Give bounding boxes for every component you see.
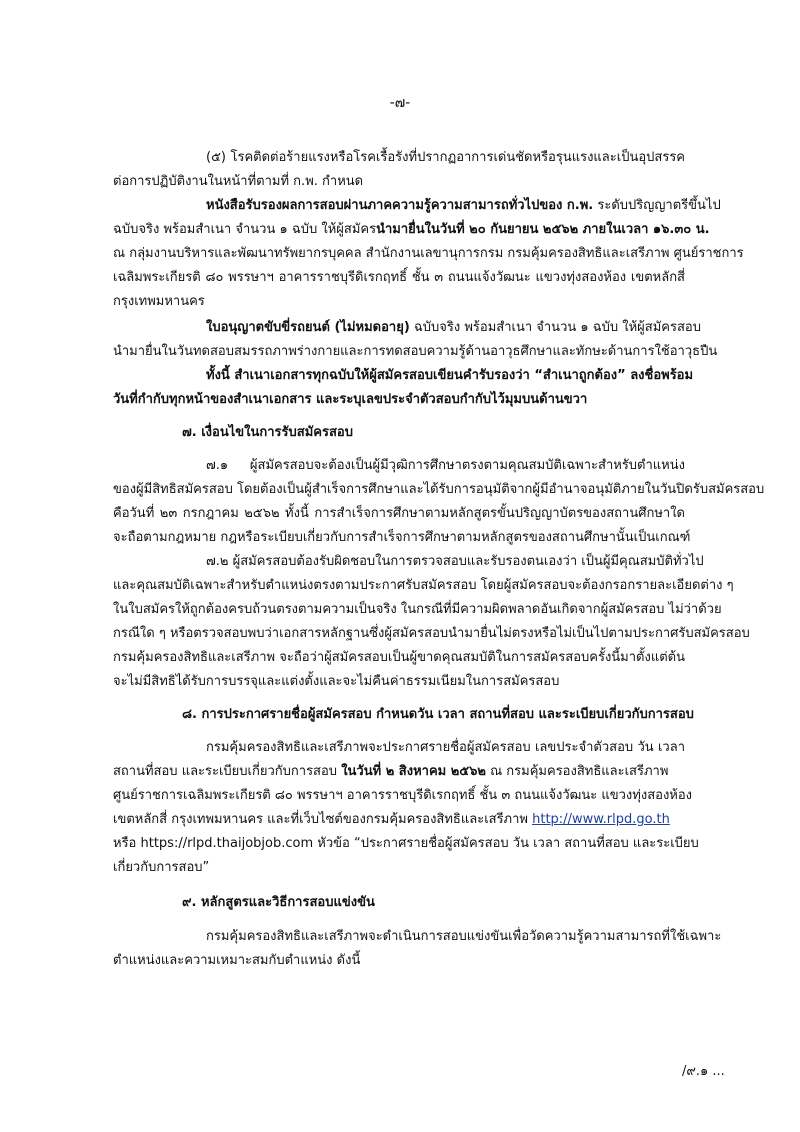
cert-deadline: นำมายื่นในวันที่ ๒๐ กันยายน ๒๕๖๒ ภายในเวลา ๑๖.๓๐ น. xyxy=(376,222,710,237)
s7-p2-line-3: ในใบสมัครให้ถูกต้องครบถ้วนตรงตามความเป็นจริง ในกรณีที่มีความผิดพลาดอันเกิดจากผู้สมัครสอบ ไม่ว่าด้วย xyxy=(113,602,722,617)
s7-p1-line-4: จะถือตามกฎหมาย กฎหรือระเบียบเกี่ยวกับการสำเร็จการศึกษาตามหลักสูตรของสถานศึกษานั้นเป็นเกณฑ์ xyxy=(113,530,691,545)
note-line-1 xyxy=(206,366,694,386)
s8-line-4 xyxy=(113,810,685,830)
s8-line-1: กรมคุ้มครองสิทธิและเสรีภาพจะประกาศรายชื่อผู้สมัครสอบ เลขประจำตัวสอบ วัน เวลา xyxy=(206,740,685,755)
s7-p1-line-2: ของผู้มีสิทธิสมัครสอบ โดยต้องเป็นผู้สำเร็จการศึกษาและได้รับการอนุมัติจากผู้มีอำนาจอนุมัติภายในวันปิดรับสมัครสอบ xyxy=(113,482,765,497)
cert-line-3: ณ กลุ่มงานบริหารและพัฒนาทรัพยากรบุคคล สำนักงานเลขานุการกรม กรมคุ้มครองสิทธิและเสรีภาพ ศูนย์ราชการ xyxy=(113,246,744,261)
cert-title: หนังสือรับรองผลการสอบผ่านภาคความรู้ความสามารถทั่วไปของ ก.พ. xyxy=(206,198,594,213)
s8-line-6: เกี่ยวกับการสอบ” xyxy=(113,860,210,875)
cert-line-5: กรุงเทพมหานคร xyxy=(113,294,205,309)
cert-level: ระดับปริญญาตรีขึ้นไป xyxy=(593,198,721,213)
s8-agency: ณ กรมคุ้มครองสิทธิและเสรีภาพ xyxy=(485,764,669,779)
section-8-heading xyxy=(182,705,694,725)
license-copies: ฉบับจริง พร้อมสำเนา จำนวน ๑ ฉบับ ให้ผู้สมัครสอบ xyxy=(409,320,701,335)
s7-p2-line-1: ๗.๒ ผู้สมัครสอบต้องรับผิดชอบในการตรวจสอบและรับรองตนเองว่า เป็นผู้มีคุณสมบัติทั่วไป xyxy=(206,554,704,569)
s9-line-2: ตำแหน่งและความเหมาะสมกับตำแหน่ง ดังนี้ xyxy=(113,953,361,968)
cert-copies: ฉบับจริง พร้อมสำเนา จำนวน ๑ ฉบับ ให้ผู้สมัคร xyxy=(113,222,377,237)
s8-venue-text: สถานที่สอบ และระเบียบเกี่ยวกับการสอบ xyxy=(113,764,342,779)
note-text-1: ทั้งนี้ สำเนาเอกสารทุกฉบับให้ผู้สมัครสอบเขียนคำรับรองว่า “สำเนาถูกต้อง” ลงชื่อพร้อม xyxy=(206,368,694,383)
note-text-2: วันที่กำกับทุกหน้าของสำเนาเอกสาร และระบุเลขประจำตัวสอบกำกับไว้มุมบนด้านขวา xyxy=(113,392,588,407)
s8-line-2 xyxy=(113,762,685,782)
cert-line-1 xyxy=(206,196,721,216)
s8-line-3: ศูนย์ราชการเฉลิมพระเกียรติ ๘๐ พรรษาฯ อาคารราชบุรีดิเรกฤทธิ์ ชั้น ๓ ถนนแจ้งวัฒนะ แขวงทุ่งสองห้อง xyxy=(113,788,693,803)
page-number: -๗- xyxy=(389,95,411,111)
section-9-heading xyxy=(182,893,685,913)
note-line-2 xyxy=(113,390,685,410)
section-9-title: ๙. หลักสูตรและวิธีการสอบแข่งขัน xyxy=(182,895,375,910)
sec5-line-1: (๕) โรคติดต่อร้ายแรงหรือโรคเรื้อรังที่ปรากฏอาการเด่นชัดหรือรุนแรงและเป็นอุปสรรค xyxy=(206,150,685,165)
cert-line-4: เฉลิมพระเกียรติ ๘๐ พรรษาฯ อาคารราชบุรีดิเรกฤทธิ์ ชั้น ๓ ถนนแจ้งวัฒนะ แขวงทุ่งสองห้อง เขตหลักสี่ xyxy=(113,270,685,285)
section-7-title: ๗. เงื่อนไขในการรับสมัครสอบ xyxy=(182,425,353,440)
s7-p2-line-6: จะไม่มีสิทธิได้รับการบรรจุและแต่งตั้งและจะไม่คืนค่าธรรมเนียมในการสมัครสอบ xyxy=(113,674,560,689)
sec5-line-2: ต่อการปฏิบัติงานในหน้าที่ตามที่ ก.พ. กำหนด xyxy=(113,174,364,189)
license-title: ใบอนุญาตขับขี่รถยนต์ (ไม่หมดอายุ) xyxy=(206,320,410,335)
section-7-heading xyxy=(182,423,685,443)
s9-line-1: กรมคุ้มครองสิทธิและเสรีภาพจะดำเนินการสอบแข่งขันเพื่อวัดความรู้ความสามารถที่ใช้เฉพาะ xyxy=(206,929,722,944)
s7-p2-line-2: และคุณสมบัติเฉพาะสำหรับตำแหน่งตรงตามประกาศรับสมัครสอบ โดยผู้สมัครสอบจะต้องกรอกรายละเอียดต่าง ๆ xyxy=(113,578,734,593)
section-8-title: ๘. การประกาศรายชื่อผู้สมัครสอบ กำหนดวัน เวลา สถานที่สอบ และระเบียบเกี่ยวกับการสอบ xyxy=(182,707,694,722)
rlpd-website-link[interactable]: http://www.rlpd.go.th xyxy=(532,812,670,827)
s8-website-text: เขตหลักสี่ กรุงเทพมหานคร และที่เว็บไซต์ของกรมคุ้มครองสิทธิและเสรีภาพ xyxy=(113,812,533,827)
cert-line-2 xyxy=(113,220,710,240)
s7-p1-line-1: ๗.๑ ผู้สมัครสอบจะต้องเป็นผู้มีวุฒิการศึกษาตรงตามคุณสมบัติเฉพาะสำหรับตำแหน่ง xyxy=(206,458,685,473)
s7-p1-line-3: คือวันที่ ๒๓ กรกฎาคม ๒๕๖๒ ทั้งนี้ การสำเร็จการศึกษาตามหลักสูตรขั้นปริญญาบัตรของสถานศึกษาใด xyxy=(113,506,685,521)
s7-p2-line-4: กรณีใด ๆ หรือตรวจสอบพบว่าเอกสารหลักฐานซึ่งผู้สมัครสอบนำมายื่นไม่ตรงหรือไม่เป็นไปตามประกาศรับสมัครสอบ xyxy=(113,626,750,641)
continuation-marker: /๙.๑ ... xyxy=(682,1064,725,1079)
license-line-2: นำมายื่นในวันทดสอบสมรรถภาพร่างกายและการทดสอบความรู้ด้านอาวุธศึกษาและทักษะด้านการใช้อาวุธปืน xyxy=(113,344,718,359)
s7-p2-line-5: กรมคุ้มครองสิทธิและเสรีภาพ จะถือว่าผู้สมัครสอบเป็นผู้ขาดคุณสมบัติในการสมัครสอบครั้งนี้มาตั้งแต่ต้น xyxy=(113,650,685,665)
s8-announce-date: ในวันที่ ๒ สิงหาคม ๒๕๖๒ xyxy=(341,764,486,779)
license-line-1 xyxy=(206,318,701,338)
s8-line-5: หรือ https://rlpd.thaijobjob.com หัวข้อ “ประกาศรายชื่อผู้สมัครสอบ วัน เวลา สถานที่สอบ และระเบียบ xyxy=(113,836,699,851)
